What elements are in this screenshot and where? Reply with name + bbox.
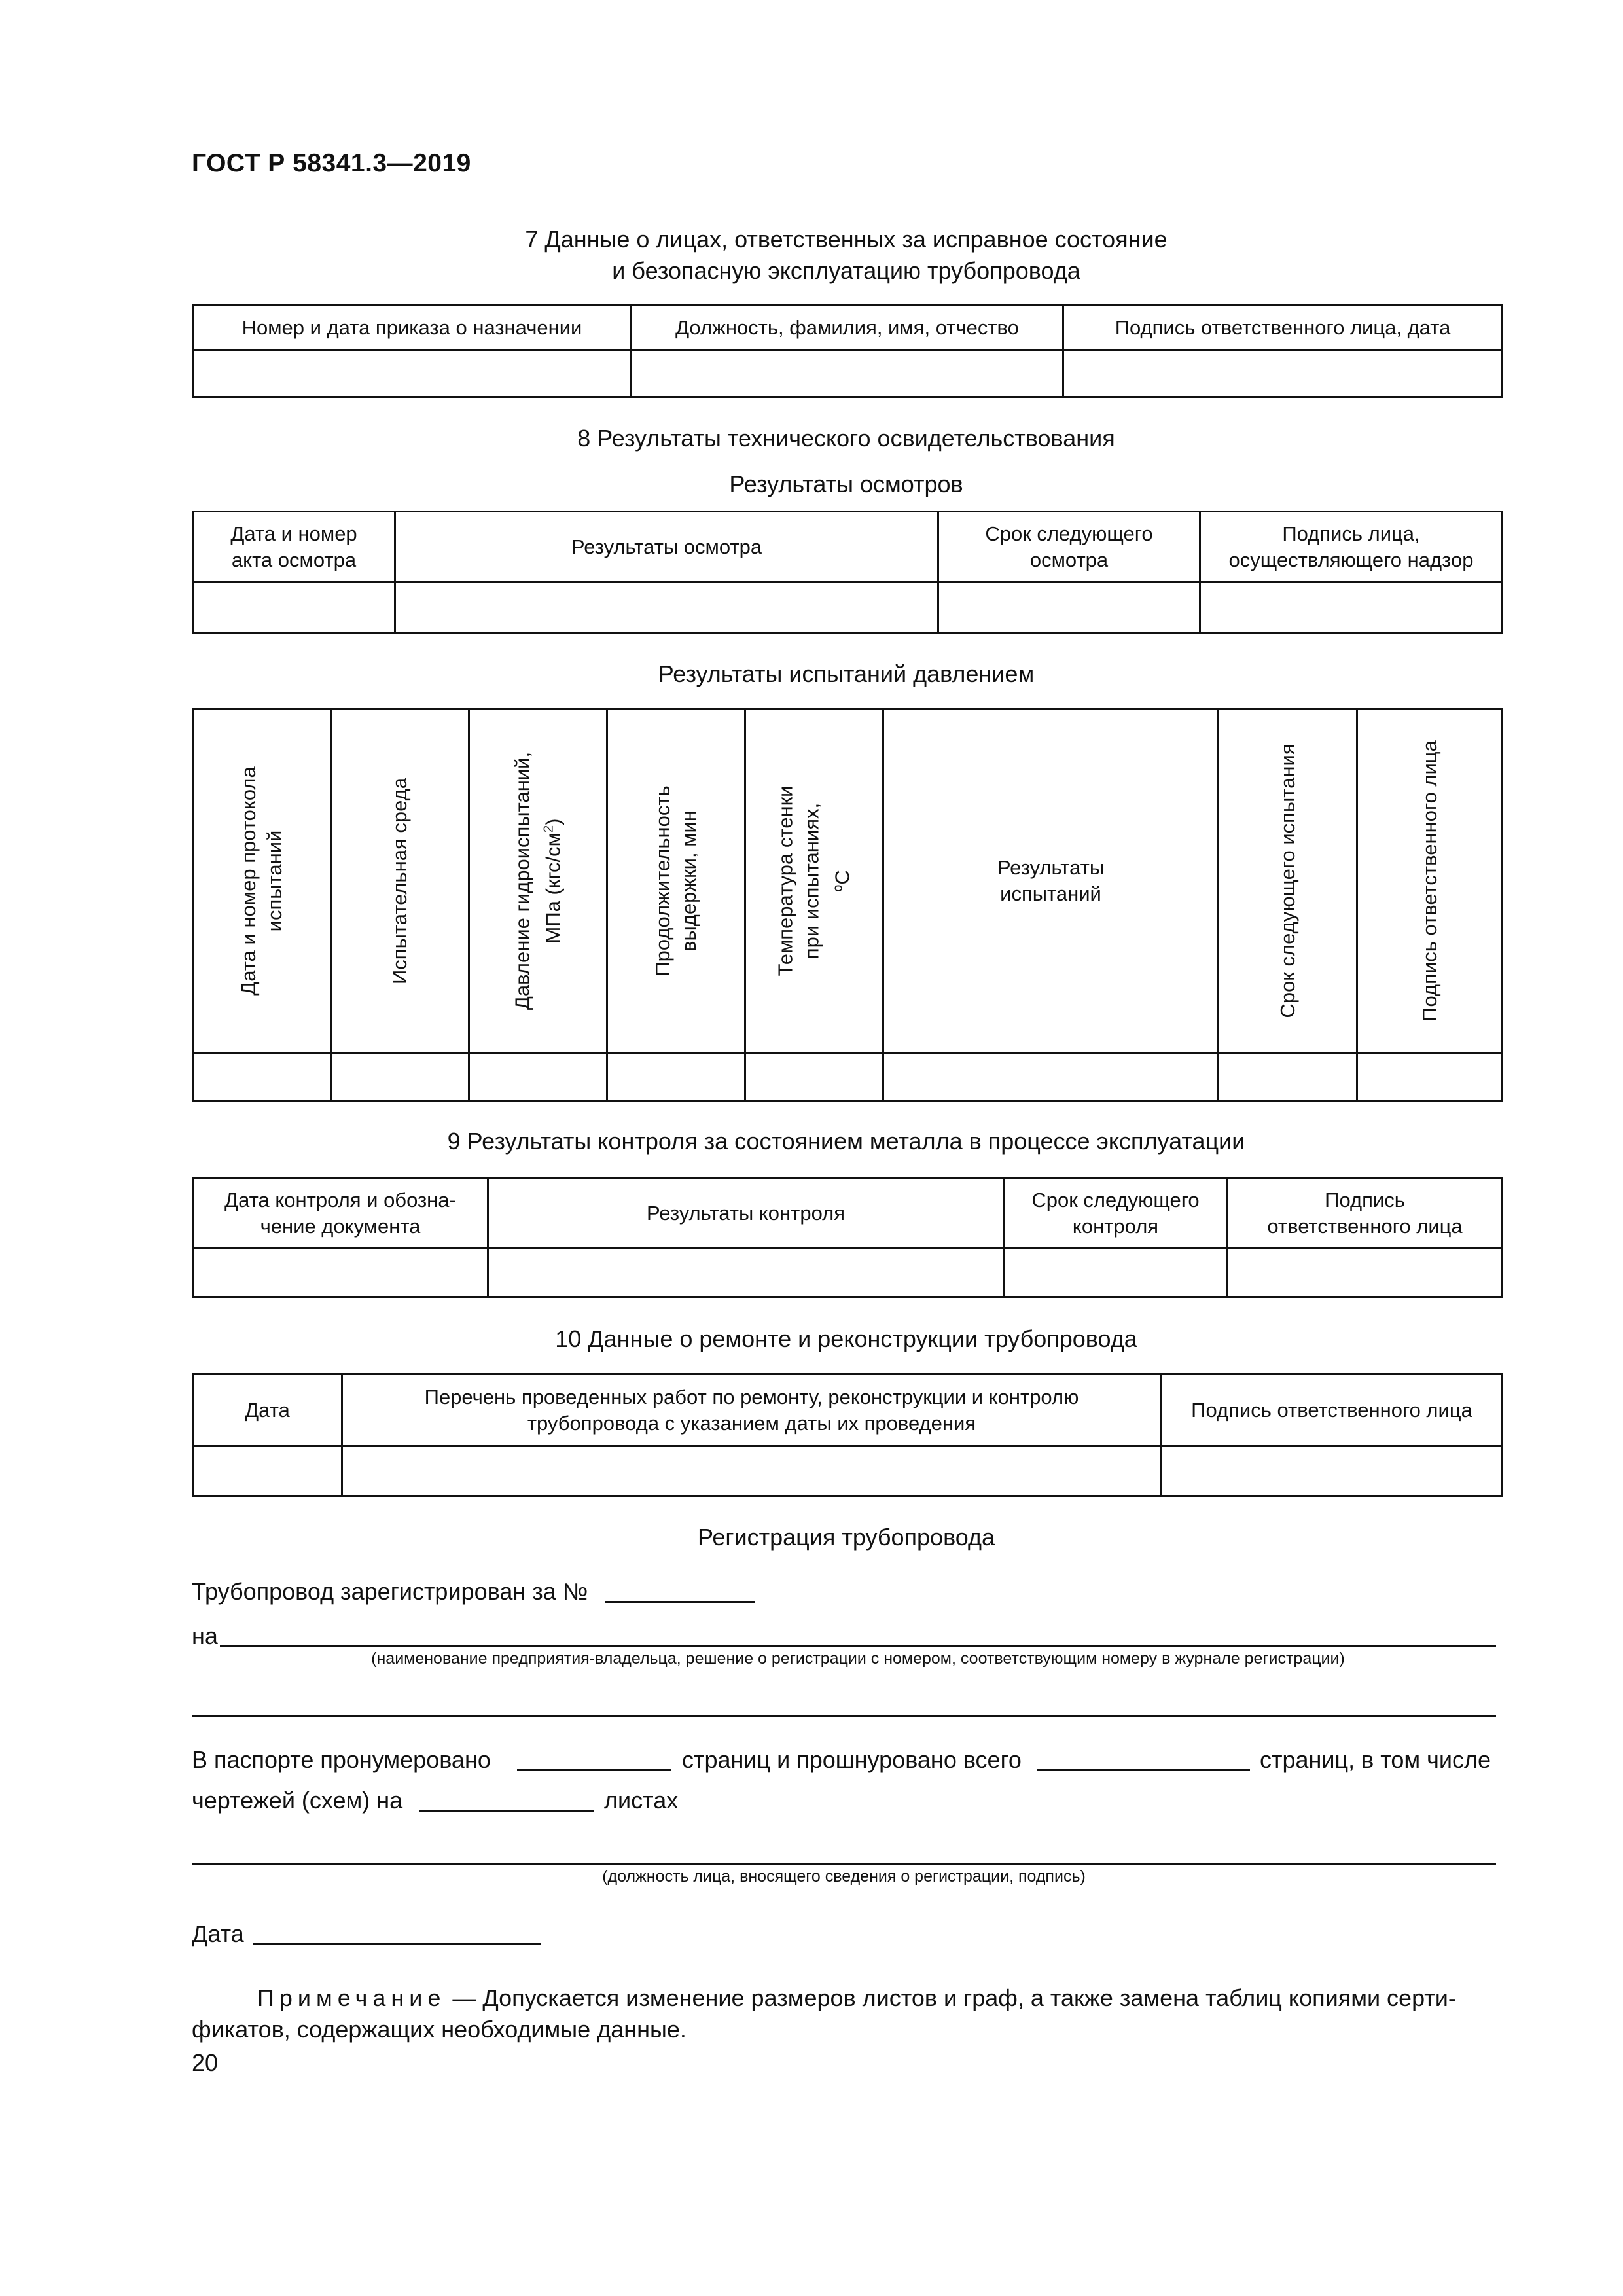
position-caption: (должность лица, вносящего сведения о регистрации, подпись) bbox=[602, 1867, 1086, 1886]
column-header: Продолжительность выдержки, мин bbox=[607, 709, 745, 1053]
column-header: Номер и дата приказа о назначении bbox=[193, 306, 632, 350]
column-header: Подпись ответственного лица bbox=[1357, 709, 1503, 1053]
table-cell[interactable] bbox=[1219, 1053, 1357, 1102]
column-header: Должность, фамилия, имя, отчество bbox=[632, 306, 1063, 350]
table-cell[interactable] bbox=[1162, 1446, 1503, 1496]
pages-total-field[interactable] bbox=[1037, 1769, 1250, 1771]
date-field[interactable] bbox=[253, 1943, 541, 1945]
table-cell[interactable] bbox=[469, 1053, 607, 1102]
inspections-title: Результаты осмотров bbox=[729, 471, 963, 497]
pressure-tests-title: Результаты испытаний давлением bbox=[658, 660, 1035, 687]
table-cell[interactable] bbox=[331, 1053, 469, 1102]
numbered-part3: страниц, в том числе bbox=[1260, 1746, 1491, 1773]
section-7-title bbox=[192, 224, 1501, 287]
column-header: Срок следующего испытания bbox=[1219, 709, 1357, 1053]
column-header: Дата bbox=[193, 1374, 342, 1446]
table-cell[interactable] bbox=[488, 1249, 1004, 1297]
table-cell[interactable] bbox=[1063, 350, 1503, 397]
table-cell[interactable] bbox=[632, 350, 1063, 397]
position-signature-field[interactable] bbox=[192, 1863, 1496, 1865]
table-cell[interactable] bbox=[193, 1249, 488, 1297]
section-10-title: 10 Данные о ремонте и реконструкции трубопровода bbox=[555, 1325, 1137, 1352]
date-label: Дата bbox=[192, 1920, 244, 1947]
column-header: Срок следующего контроля bbox=[1004, 1178, 1228, 1249]
column-header: Дата контроля и обозна- чение документа bbox=[193, 1178, 488, 1249]
section-8-title: 8 Результаты технического освидетельствования bbox=[577, 425, 1115, 452]
section-7-title-line2: и безопасную эксплуатацию трубопровода bbox=[612, 257, 1080, 284]
owner-caption: (наименование предприятия-владельца, решение о регистрации с номером, соответствующим номеру в журнале регистрации) bbox=[371, 1649, 1345, 1668]
table-cell[interactable] bbox=[193, 1446, 342, 1496]
section-7-title-line1: 7 Данные о лицах, ответственных за исправное состояние bbox=[525, 226, 1168, 253]
table-cell[interactable] bbox=[883, 1053, 1219, 1102]
table-cell[interactable] bbox=[193, 350, 632, 397]
document-code: ГОСТ Р 58341.3—2019 bbox=[192, 149, 471, 177]
registered-label: Трубопровод зарегистрирован за № bbox=[192, 1578, 588, 1605]
repair-table bbox=[192, 1373, 1503, 1497]
on-label: на bbox=[192, 1623, 218, 1649]
numbered-part2: страниц и прошнуровано всего bbox=[682, 1746, 1022, 1773]
table-cell[interactable] bbox=[342, 1446, 1162, 1496]
column-header: Дата и номер протокола испытаний bbox=[193, 709, 331, 1053]
column-header: Результаты осмотра bbox=[395, 512, 938, 583]
column-header: Давление гидроиспытаний, МПа $(кгс/см^2)$ bbox=[469, 709, 607, 1053]
table-cell[interactable] bbox=[1357, 1053, 1503, 1102]
table-cell[interactable] bbox=[607, 1053, 745, 1102]
owner-field[interactable] bbox=[220, 1645, 1496, 1647]
responsible-persons-table bbox=[192, 304, 1503, 398]
table-cell[interactable] bbox=[745, 1053, 883, 1102]
table-cell[interactable] bbox=[938, 583, 1200, 634]
registration-number-field[interactable] bbox=[605, 1601, 755, 1603]
table-cell[interactable] bbox=[1200, 583, 1503, 634]
column-header: Подпись лица, осуществляющего надзор bbox=[1200, 512, 1503, 583]
note-label: Примечание bbox=[257, 1984, 446, 2011]
table-cell[interactable] bbox=[1004, 1249, 1228, 1297]
owner-field-continuation[interactable] bbox=[192, 1715, 1496, 1717]
column-header: Результаты испытаний bbox=[883, 709, 1219, 1053]
table-cell[interactable] bbox=[193, 583, 395, 634]
column-header: Дата и номер акта осмотра bbox=[193, 512, 395, 583]
column-header: Результаты контроля bbox=[488, 1178, 1004, 1249]
column-header: Подпись ответственного лица bbox=[1228, 1178, 1503, 1249]
column-header: Перечень проведенных работ по ремонту, реконструкции и контролю трубопровода с указанием даты их проведения bbox=[342, 1374, 1162, 1446]
column-header: Подпись ответственного лица, дата bbox=[1063, 306, 1503, 350]
section-9-title: 9 Результаты контроля за состоянием металла в процессе эксплуатации bbox=[447, 1128, 1245, 1155]
pages-numbered-field[interactable] bbox=[517, 1769, 671, 1771]
metal-control-table bbox=[192, 1177, 1503, 1298]
column-header: Температура стенки при испытаниях, $^o$C bbox=[745, 709, 883, 1053]
numbered-part1: В паспорте пронумеровано bbox=[192, 1746, 491, 1773]
inspections-table bbox=[192, 511, 1503, 634]
column-header: Срок следующего осмотра bbox=[938, 512, 1200, 583]
table-cell[interactable] bbox=[193, 1053, 331, 1102]
pressure-tests-table bbox=[192, 708, 1503, 1102]
note-line-2: фикатов, содержащих необходимые данные. bbox=[192, 2016, 687, 2043]
drawings-part1: чертежей (схем) на bbox=[192, 1787, 403, 1814]
registration-title: Регистрация трубопровода bbox=[697, 1524, 995, 1551]
column-header: Испытательная среда bbox=[331, 709, 469, 1053]
page-number: 20 bbox=[192, 2049, 219, 2076]
note-text: — Допускается изменение размеров листов и граф, а также замена таблиц копиями серти- bbox=[446, 1984, 1456, 2011]
table-cell[interactable] bbox=[1228, 1249, 1503, 1297]
note-line-1 bbox=[257, 1982, 1456, 2014]
drawings-part2: листах bbox=[604, 1787, 679, 1814]
column-header: Подпись ответственного лица bbox=[1162, 1374, 1503, 1446]
table-cell[interactable] bbox=[395, 583, 938, 634]
drawings-sheets-field[interactable] bbox=[419, 1810, 594, 1812]
